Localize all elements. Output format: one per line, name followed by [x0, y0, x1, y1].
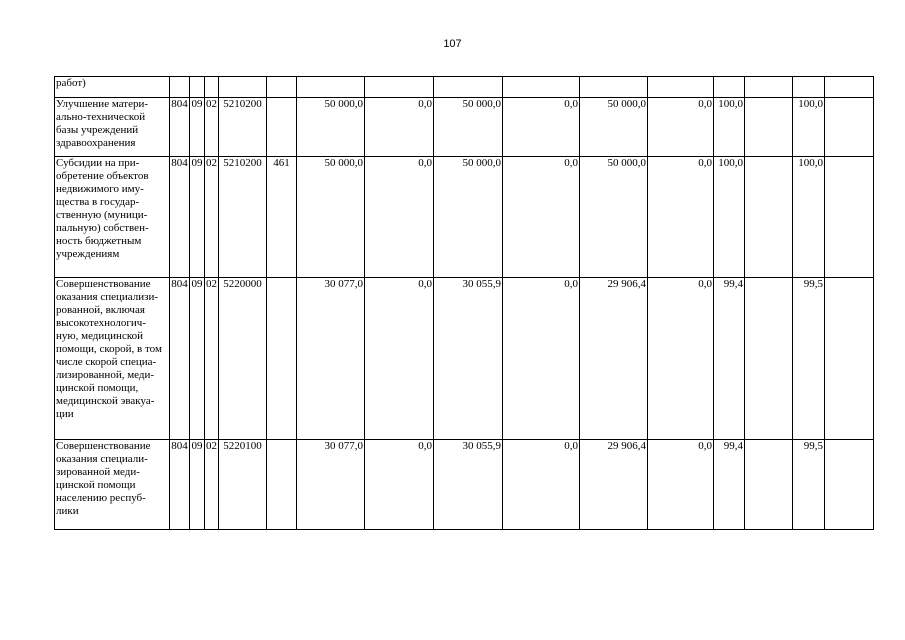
value-cell-7	[714, 77, 745, 98]
table-row	[55, 440, 874, 530]
value-cell-4: 0,0	[503, 278, 580, 440]
expense-type-cell	[267, 278, 297, 440]
expense-type-cell: 461	[267, 157, 297, 278]
value-cell-6: 0,0	[648, 157, 714, 278]
ministry-code-cell: 804	[170, 278, 190, 440]
expense-type-cell	[267, 98, 297, 157]
row-name-cell: Субсидии на при-обретение объектов недвижимого иму-щества в государ-ственную (муници-пальную) собствен-ность бюджетным учреждениям	[55, 157, 170, 278]
value-cell-5: 29 906,4	[580, 440, 648, 530]
row-name-cell: Улучшение матери-ально-технической базы учреждений здравоохранения	[55, 98, 170, 157]
spacer-cell	[745, 77, 793, 98]
table-row	[55, 157, 874, 278]
value-cell-6: 0,0	[648, 278, 714, 440]
value-cell-7: 99,4	[714, 440, 745, 530]
target-code-cell: 5220000	[219, 278, 267, 440]
expense-type-cell	[267, 77, 297, 98]
value-cell-1	[297, 77, 365, 98]
subsection-code-cell: 02	[205, 98, 219, 157]
value-cell-5: 50 000,0	[580, 157, 648, 278]
value-cell-3: 50 000,0	[434, 157, 503, 278]
value-cell-3: 30 055,9	[434, 278, 503, 440]
value-cell-9	[825, 77, 874, 98]
section-code-cell: 09	[190, 278, 205, 440]
value-cell-2: 0,0	[365, 440, 434, 530]
value-cell-3	[434, 77, 503, 98]
value-cell-8: 99,5	[793, 278, 825, 440]
value-cell-6: 0,0	[648, 440, 714, 530]
value-cell-7: 99,4	[714, 278, 745, 440]
value-cell-1: 30 077,0	[297, 278, 365, 440]
spacer-cell	[745, 157, 793, 278]
value-cell-6	[648, 77, 714, 98]
subsection-code-cell	[205, 77, 219, 98]
value-cell-6: 0,0	[648, 98, 714, 157]
value-cell-5	[580, 77, 648, 98]
value-cell-1: 50 000,0	[297, 98, 365, 157]
value-cell-5: 29 906,4	[580, 278, 648, 440]
value-cell-8: 99,5	[793, 440, 825, 530]
row-name-cell: Совершенствование оказания специали-зированной меди-цинской помощи населению респуб-лики	[55, 440, 170, 530]
value-cell-9	[825, 157, 874, 278]
value-cell-4: 0,0	[503, 440, 580, 530]
subsection-code-cell: 02	[205, 440, 219, 530]
row-name-cell: Совершенствование оказания специализи-рованной, включая высокотехнологич-ную, медицинской помощи, скорой, в том числе скорой специа-лизированной, меди-цинской помощи, медицинской эвакуа-ции	[55, 278, 170, 440]
value-cell-4	[503, 77, 580, 98]
budget-table	[54, 76, 874, 530]
table-row	[55, 278, 874, 440]
ministry-code-cell: 804	[170, 440, 190, 530]
value-cell-7: 100,0	[714, 98, 745, 157]
value-cell-2: 0,0	[365, 157, 434, 278]
ministry-code-cell: 804	[170, 157, 190, 278]
target-code-cell: 5210200	[219, 98, 267, 157]
value-cell-3: 50 000,0	[434, 98, 503, 157]
spacer-cell	[745, 98, 793, 157]
value-cell-1: 30 077,0	[297, 440, 365, 530]
section-code-cell: 09	[190, 157, 205, 278]
value-cell-8: 100,0	[793, 157, 825, 278]
value-cell-4: 0,0	[503, 157, 580, 278]
value-cell-7: 100,0	[714, 157, 745, 278]
spacer-cell	[745, 440, 793, 530]
value-cell-1: 50 000,0	[297, 157, 365, 278]
table-row	[55, 77, 874, 98]
expense-type-cell	[267, 440, 297, 530]
value-cell-2: 0,0	[365, 98, 434, 157]
ministry-code-cell	[170, 77, 190, 98]
ministry-code-cell: 804	[170, 98, 190, 157]
value-cell-8: 100,0	[793, 98, 825, 157]
page-number: 107	[443, 38, 462, 50]
value-cell-5: 50 000,0	[580, 98, 648, 157]
value-cell-9	[825, 440, 874, 530]
target-code-cell: 5220100	[219, 440, 267, 530]
value-cell-3: 30 055,9	[434, 440, 503, 530]
target-code-cell	[219, 77, 267, 98]
value-cell-9	[825, 98, 874, 157]
section-code-cell	[190, 77, 205, 98]
section-code-cell: 09	[190, 440, 205, 530]
section-code-cell: 09	[190, 98, 205, 157]
value-cell-9	[825, 278, 874, 440]
value-cell-2	[365, 77, 434, 98]
value-cell-4: 0,0	[503, 98, 580, 157]
subsection-code-cell: 02	[205, 278, 219, 440]
value-cell-8	[793, 77, 825, 98]
subsection-code-cell: 02	[205, 157, 219, 278]
row-name-cell: работ)	[55, 77, 170, 98]
target-code-cell: 5210200	[219, 157, 267, 278]
value-cell-2: 0,0	[365, 278, 434, 440]
table-row	[55, 98, 874, 157]
spacer-cell	[745, 278, 793, 440]
